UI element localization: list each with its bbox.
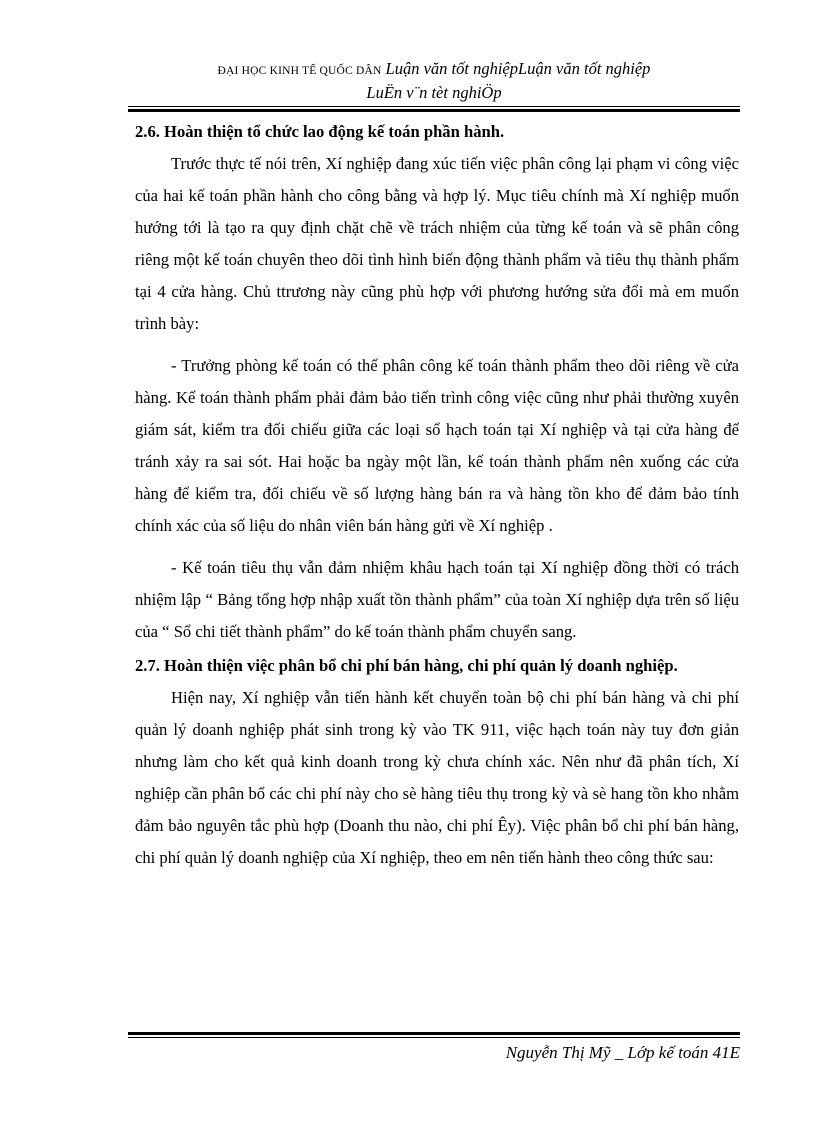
header-line-1 [128,58,740,82]
footer-divider [128,1032,740,1038]
footer-author: Nguyễn Thị Mỹ _ Lớp kế toán 41E [505,1043,740,1062]
bullet-item: - Kế toán tiêu thụ vẫn đảm nhiệm khâu hạch toán tại Xí nghiệp đồng thời có trách nhiệm lập “ Bảng tổng hợp nhập xuất tồn thành phẩm” của toàn Xí nghiệp dựa trên số liệu của “ Sổ chi tiết thành phẩm” do kế toán thành phẩm chuyển sang. [135,558,739,641]
section-2-7-intro: Hiện nay, Xí nghiệp vẫn tiến hành kết chuyển toàn bộ chi phí bán hàng và chi phí quản lý doanh nghiệp phát sinh trong kỳ vào TK 911, việc hạch toán này tuy đơn giản nhưng làm cho kết quả kinh doanh trong kỳ chưa chính xác. Nên như đã phân tích, Xí nghiệp cần phân bổ các chi phí này cho sè hàng tiêu thụ trong kỳ và sè hang tồn kho nhằm đảm bảo nguyên tắc phù hợp (Doanh thu nào, chi phí Êy). Việc phân bổ chi phí bán hàng, chi phí quản lý doanh nghiệp của Xí nghiệp, theo em nên tiến hành theo công thức sau: [135,688,739,867]
page-header [128,58,740,104]
thesis-title: Luận văn tốt nghiệpLuận văn tốt nghiệp [385,59,651,78]
thesis-title-garbled: LuËn v¨n tèt nghiÖp [366,83,502,102]
document-body [135,116,739,874]
bullet-item: - Trưởng phòng kế toán có thể phân công kế toán thành phẩm theo dõi riêng về cửa hàng. Kế toán thành phẩm phải đảm bảo tiến trình công việc cũng như phải thường xuyên giám sát, kiểm tra đối chiếu giữa các loại sổ hạch toán tại Xí nghiệp và tại cửa hàng để tránh xảy ra sai sót. Hai hoặc ba ngày một lần, kế toán thành phẩm nên xuống các cửa hàng để kiểm tra, đối chiếu về số lượng hàng bán ra và hàng tồn kho để đảm bảo tính chính xác của số liệu do nhân viên bán hàng gửi về Xí nghiệp . [135,356,739,535]
section-2-6-intro: Trước thực tế nói trên, Xí nghiệp đang xúc tiến việc phân công lại phạm vi công việc của hai kế toán phần hành cho công bằng và hợp lý. Mục tiêu chính mà Xí nghiệp muốn hướng tới là tạo ra quy định chặt chẽ về trách nhiệm của từng kế toán và sẽ phân công riêng một kế toán chuyên theo dõi tình hình biến động thành phẩm và tiêu thụ thành phẩm tại 4 cửa hàng. Chủ ttrương này cũng phù hợp với phương hướng sửa đổi mà em muốn trình bày: [135,154,739,333]
section-2-6-heading: 2.6. Hoàn thiện tổ chức lao động kế toán phần hành. [135,122,505,141]
header-divider [128,106,740,112]
section-2-7-heading: 2.7. Hoàn thiện việc phân bổ chi phí bán hàng, chi phí quản lý doanh nghiệp. [135,656,678,675]
university-name: ĐẠI HỌC KINH TẾ QUỐC DÂN [217,65,382,77]
